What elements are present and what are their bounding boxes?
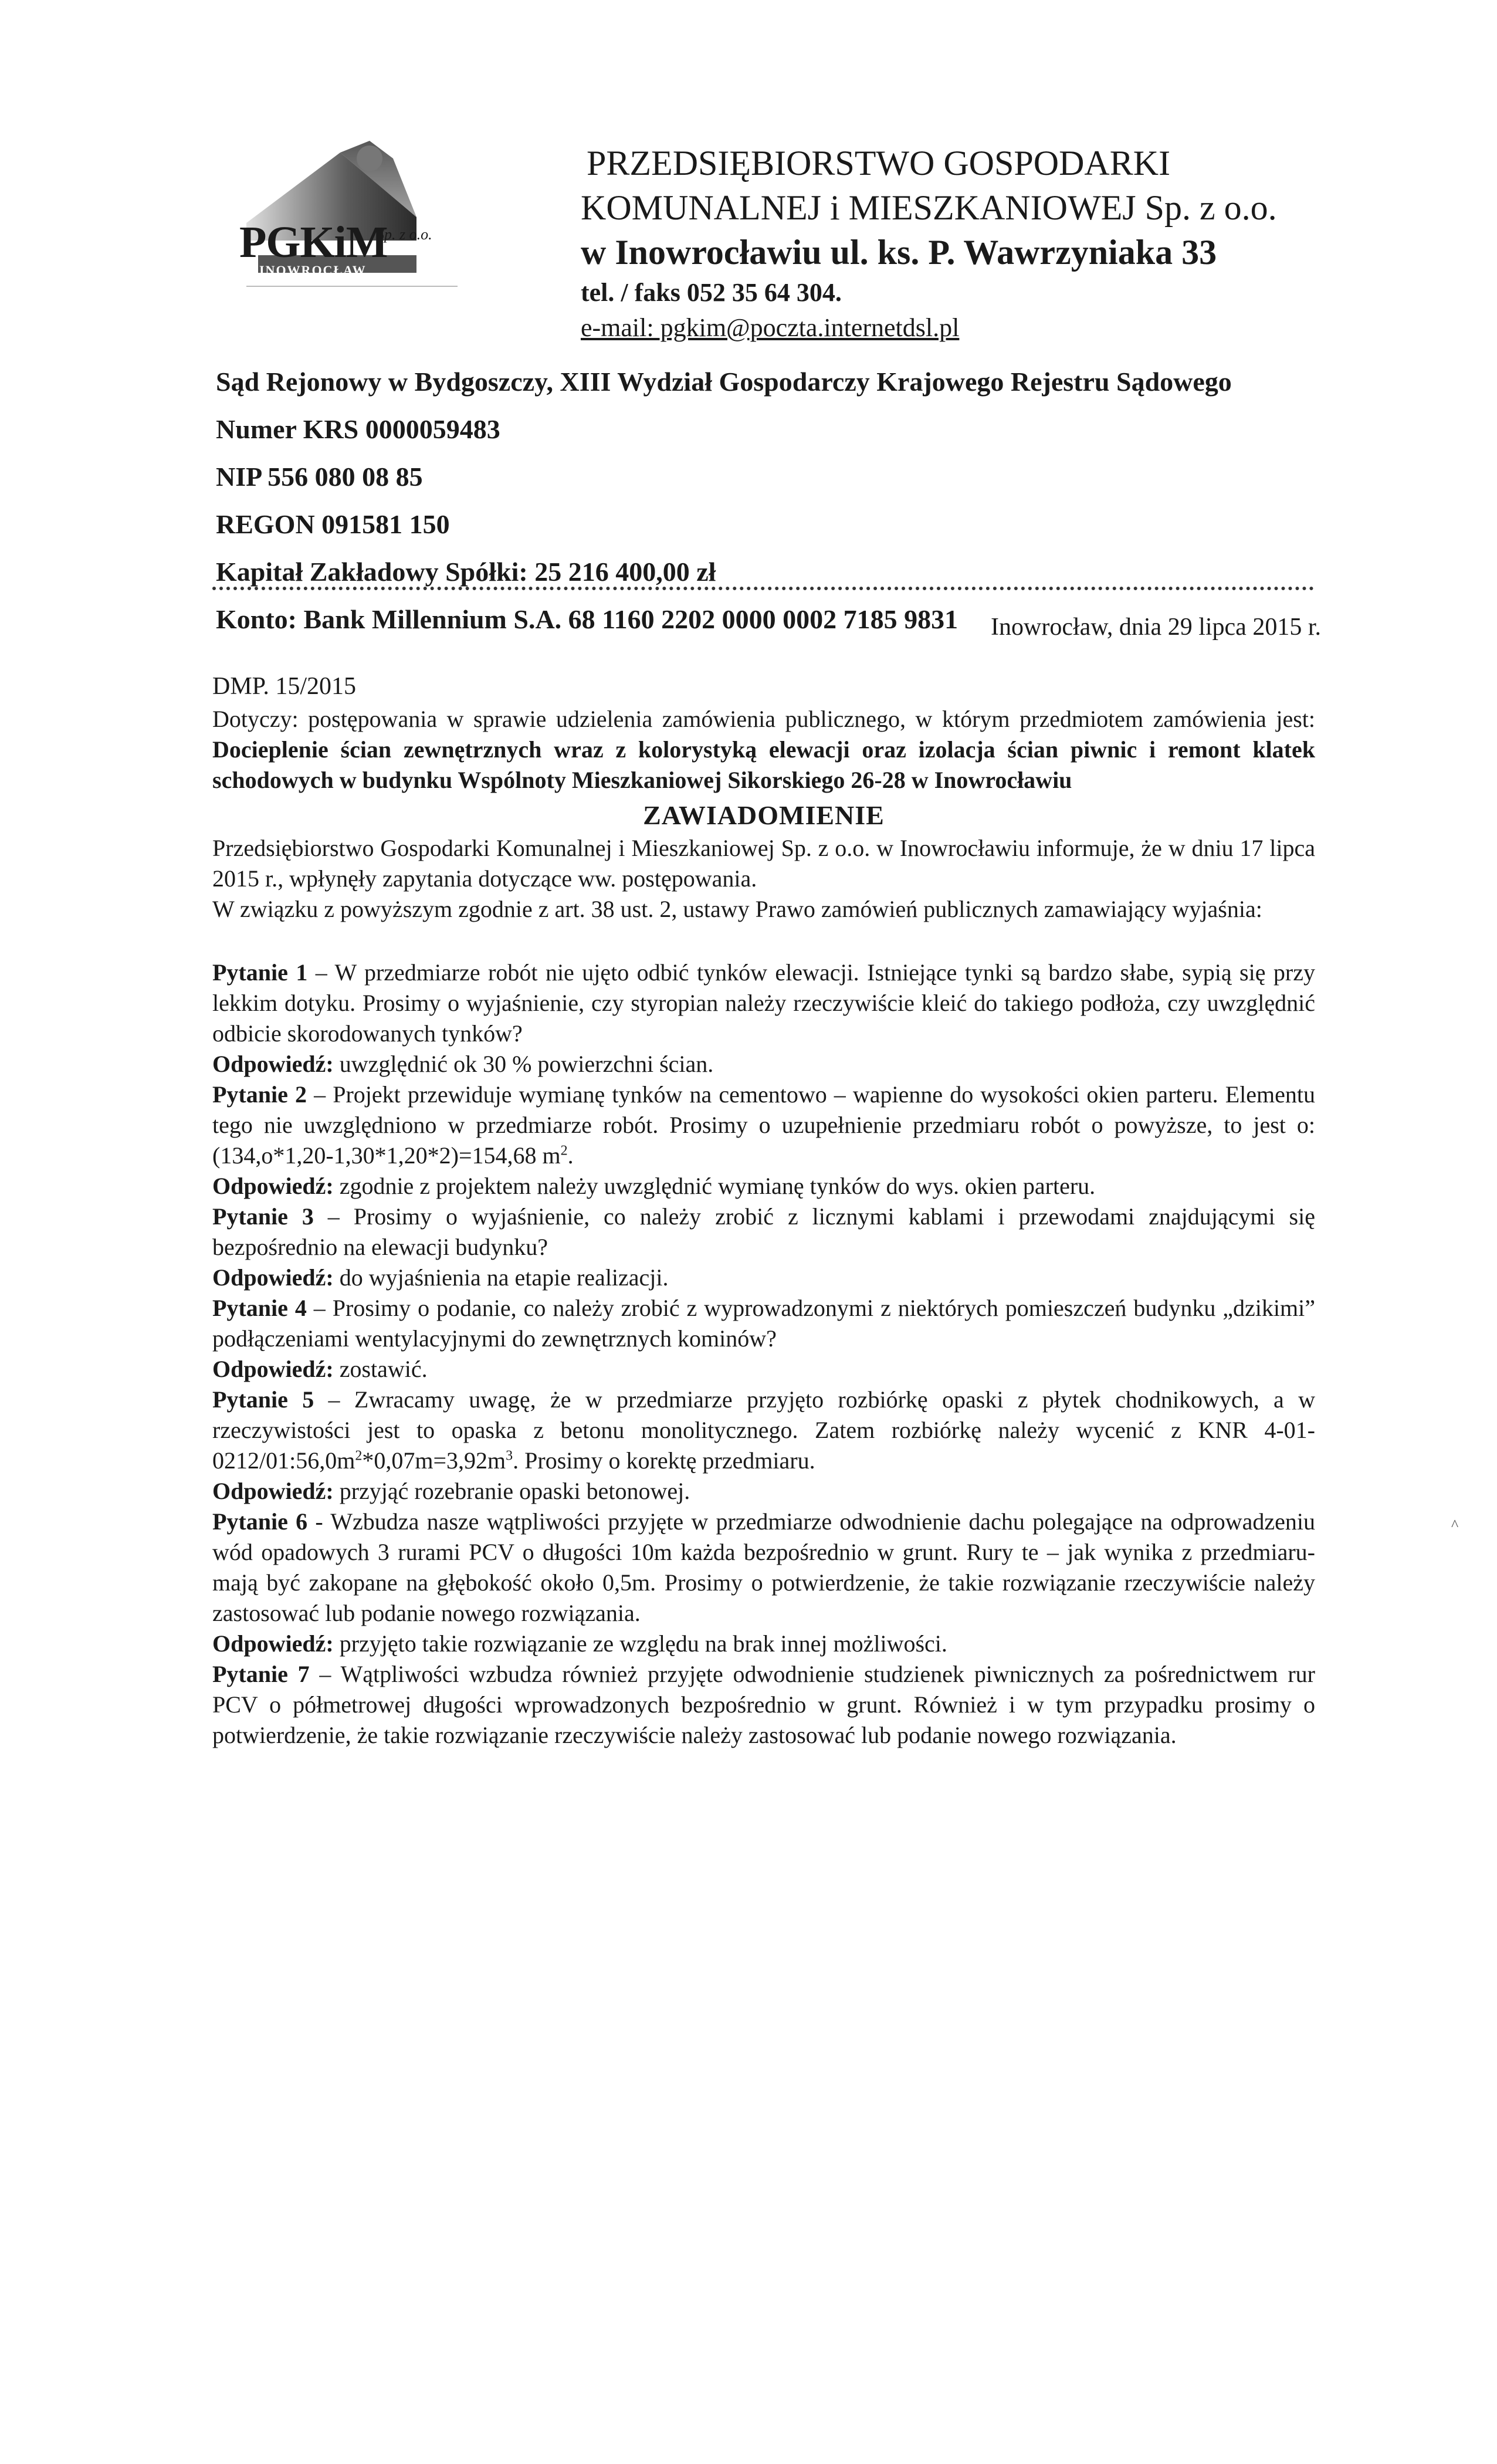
question-text-mid: *0,07m=3,92m [362,1447,506,1474]
logo-wordmark: PGKiM [239,218,388,267]
answer-label: Odpowiedź: [212,1173,334,1199]
logo-subtitle: INOWROCŁAW [259,263,367,277]
answer-5 [212,1476,1315,1507]
dotted-divider [212,587,1314,590]
company-logo [223,135,458,282]
subject-bold: Docieplenie ścian zewnętrznych wraz z kolorystyką elewacji oraz izolacja ścian piwnic i remont klatek schodowych w budynku Wspólnoty Mieszkaniowej Sikorskiego 26-28 w Inowrocławiu [212,736,1315,793]
question-7 [212,1659,1315,1751]
answer-text: przyjąć rozebranie opaski betonowej. [333,1478,690,1504]
answer-label: Odpowiedź: [212,1478,334,1504]
question-text: – Prosimy o wyjaśnienie, co należy zrobić z licznymi kablami i przewodami znajdującymi się bezpośrednio na elewacji budynku? [212,1203,1315,1260]
document-date: Inowrocław, dnia 29 lipca 2015 r. [991,614,1321,641]
question-3 [212,1201,1315,1263]
question-text: – Wątpliwości wzbudza również przyjęte odwodnienie studzienek piwnicznych za pośrednictwem rur PCV o półmetrowej długości wprowadzonych bezpośrednio w grunt. Również i w tym przypadku prosimy o potwierdzenie, że takie rozwiązanie rzeczywiście należy zastosować lub podanie nowego rozwiązania. [212,1661,1315,1748]
answer-6 [212,1629,1315,1659]
regon-line: REGON 091581 150 [216,509,450,539]
question-4 [212,1293,1315,1354]
answer-label: Odpowiedź: [212,1630,334,1657]
notice-title: ZAWIADOMIENIE [643,800,885,830]
company-name-line2: KOMUNALNEJ i MIESZKANIOWEJ Sp. z o.o. [581,188,1277,227]
question-label: Pytanie 6 [212,1508,308,1535]
subject-prefix: Dotyczy: postępowania w sprawie udzielenia zamówienia publicznego, w którym przedmiotem zamówienia jest: [212,706,1315,732]
intro-paragraph-1: Przedsiębiorstwo Gospodarki Komunalnej i Mieszkaniowej Sp. z o.o. w Inowrocławiu informuje, że w dniu 17 lipca 2015 r., wpłynęły zapytania dotyczące ww. postępowania. [212,835,1315,892]
question-1 [212,957,1315,1049]
question-text-end: . Prosimy o korektę przedmiaru. [513,1447,815,1474]
nip-line: NIP 556 080 08 85 [216,462,423,492]
corner-mark: ^ [1451,1517,1459,1534]
company-header [581,141,1277,345]
question-text: - Wzbudza nasze wątpliwości przyjęte w przedmiarze odwodnienie dachu polegające na odprowadzeniu wód opadowych 3 rurami PCV o długości 10m każda bezpośrednio w grunt. Rury te – jak wynika z przedmiaru- mają być zakopane na głębokość około 0,5m. Prosimy o potwierdzenie, że takie rozwiązanie rzeczywiście należy zastosować lub podanie nowego rozwiązania. [212,1508,1315,1626]
document-number: DMP. 15/2015 [212,673,357,700]
company-name-line1: PRZEDSIĘBIORSTWO GOSPODARKI [587,144,1171,182]
answer-text: uwzględnić ok 30 % powierzchni ścian. [333,1051,714,1077]
question-label: Pytanie 1 [212,959,308,986]
question-text: – Prosimy o podanie, co należy zrobić z wyprowadzonymi z niektórych pomieszczeń budynku „dzikimi” podłączeniami wentylacyjnymi do zewnętrznych kominów? [212,1295,1315,1352]
question-6 [212,1507,1315,1629]
answer-text: do wyjaśnienia na etapie realizacji. [333,1264,669,1291]
answer-1 [212,1049,1315,1079]
company-phone: tel. / faks 052 35 64 304. [581,278,842,307]
krs-line: Numer KRS 0000059483 [216,414,500,444]
superscript: 2 [560,1143,568,1159]
question-text: – W przedmiarze robót nie ujęto odbić tynków elewacji. Istniejące tynki są bardzo słabe, sypią się przy lekkim dotyku. Prosimy o wyjaśnienie, czy styropian należy rzeczywiście kleić do takiego podłoża, czy uwzględnić odbicie skorodowanych tynków? [212,959,1315,1047]
company-address: w Inowrocławiu ul. ks. P. Wawrzyniaka 33 [581,233,1217,272]
answer-4 [212,1354,1315,1385]
question-text: – Projekt przewiduje wymianę tynków na cementowo – wapienne do wysokości okien parteru. Elementu tego nie uwzględniono w przedmiarze robót. Prosimy o uzupełnienie przedmiaru robót o powyższe, to jest o: (134,o*1,20-1,30*1,20*2)=154,68 m [212,1081,1315,1169]
question-label: Pytanie 5 [212,1386,314,1413]
answer-text: przyjęto takie rozwiązanie ze względu na brak innej możliwości. [333,1630,947,1657]
document-body [212,669,1315,1751]
question-text-end: . [567,1142,574,1169]
logo-rule [246,286,458,287]
question-text: – Zwracamy uwagę, że w przedmiarze przyjęto rozbiórkę opaski z płytek chodnikowych, a w rzeczywistości jest to opaska z betonu monolitycznego. Zatem rozbiórkę należy wycenić z KNR 4-01-0212/01:56,0m [212,1386,1316,1474]
court-line: Sąd Rejonowy w Bydgoszczy, XIII Wydział Gospodarczy Krajowego Rejestru Sądowego [216,367,1232,397]
question-label: Pytanie 4 [212,1295,307,1321]
question-label: Pytanie 2 [212,1081,307,1108]
subject-paragraph [212,704,1315,796]
answer-label: Odpowiedź: [212,1264,334,1291]
logo-suffix: Sp. z o.o. [377,226,432,243]
company-email[interactable]: e-mail: pgkim@poczta.internetdsl.pl [581,313,960,342]
account-line: Konto: Bank Millennium S.A. 68 1160 2202 0000 0002 7185 9831 [216,604,959,634]
capital-line: Kapitał Zakładowy Spółki: 25 216 400,00 zł [216,557,716,587]
registration-block [216,358,1232,643]
superscript: 3 [506,1448,513,1464]
answer-text: zgodnie z projektem należy uwzględnić wymianę tynków do wys. okien parteru. [333,1173,1096,1199]
intro-paragraph-2: W związku z powyższym zgodnie z art. 38 ust. 2, ustawy Prawo zamówień publicznych zamawiający wyjaśnia: [212,896,1262,922]
question-label: Pytanie 7 [212,1661,310,1687]
answer-label: Odpowiedź: [212,1051,334,1077]
superscript: 2 [355,1448,363,1464]
question-5 [212,1385,1315,1476]
answer-3 [212,1263,1315,1293]
answer-2 [212,1171,1315,1201]
spacer [212,925,1315,957]
answer-text: zostawić. [333,1356,428,1382]
question-2 [212,1079,1315,1171]
answer-label: Odpowiedź: [212,1356,334,1382]
question-label: Pytanie 3 [212,1203,314,1230]
